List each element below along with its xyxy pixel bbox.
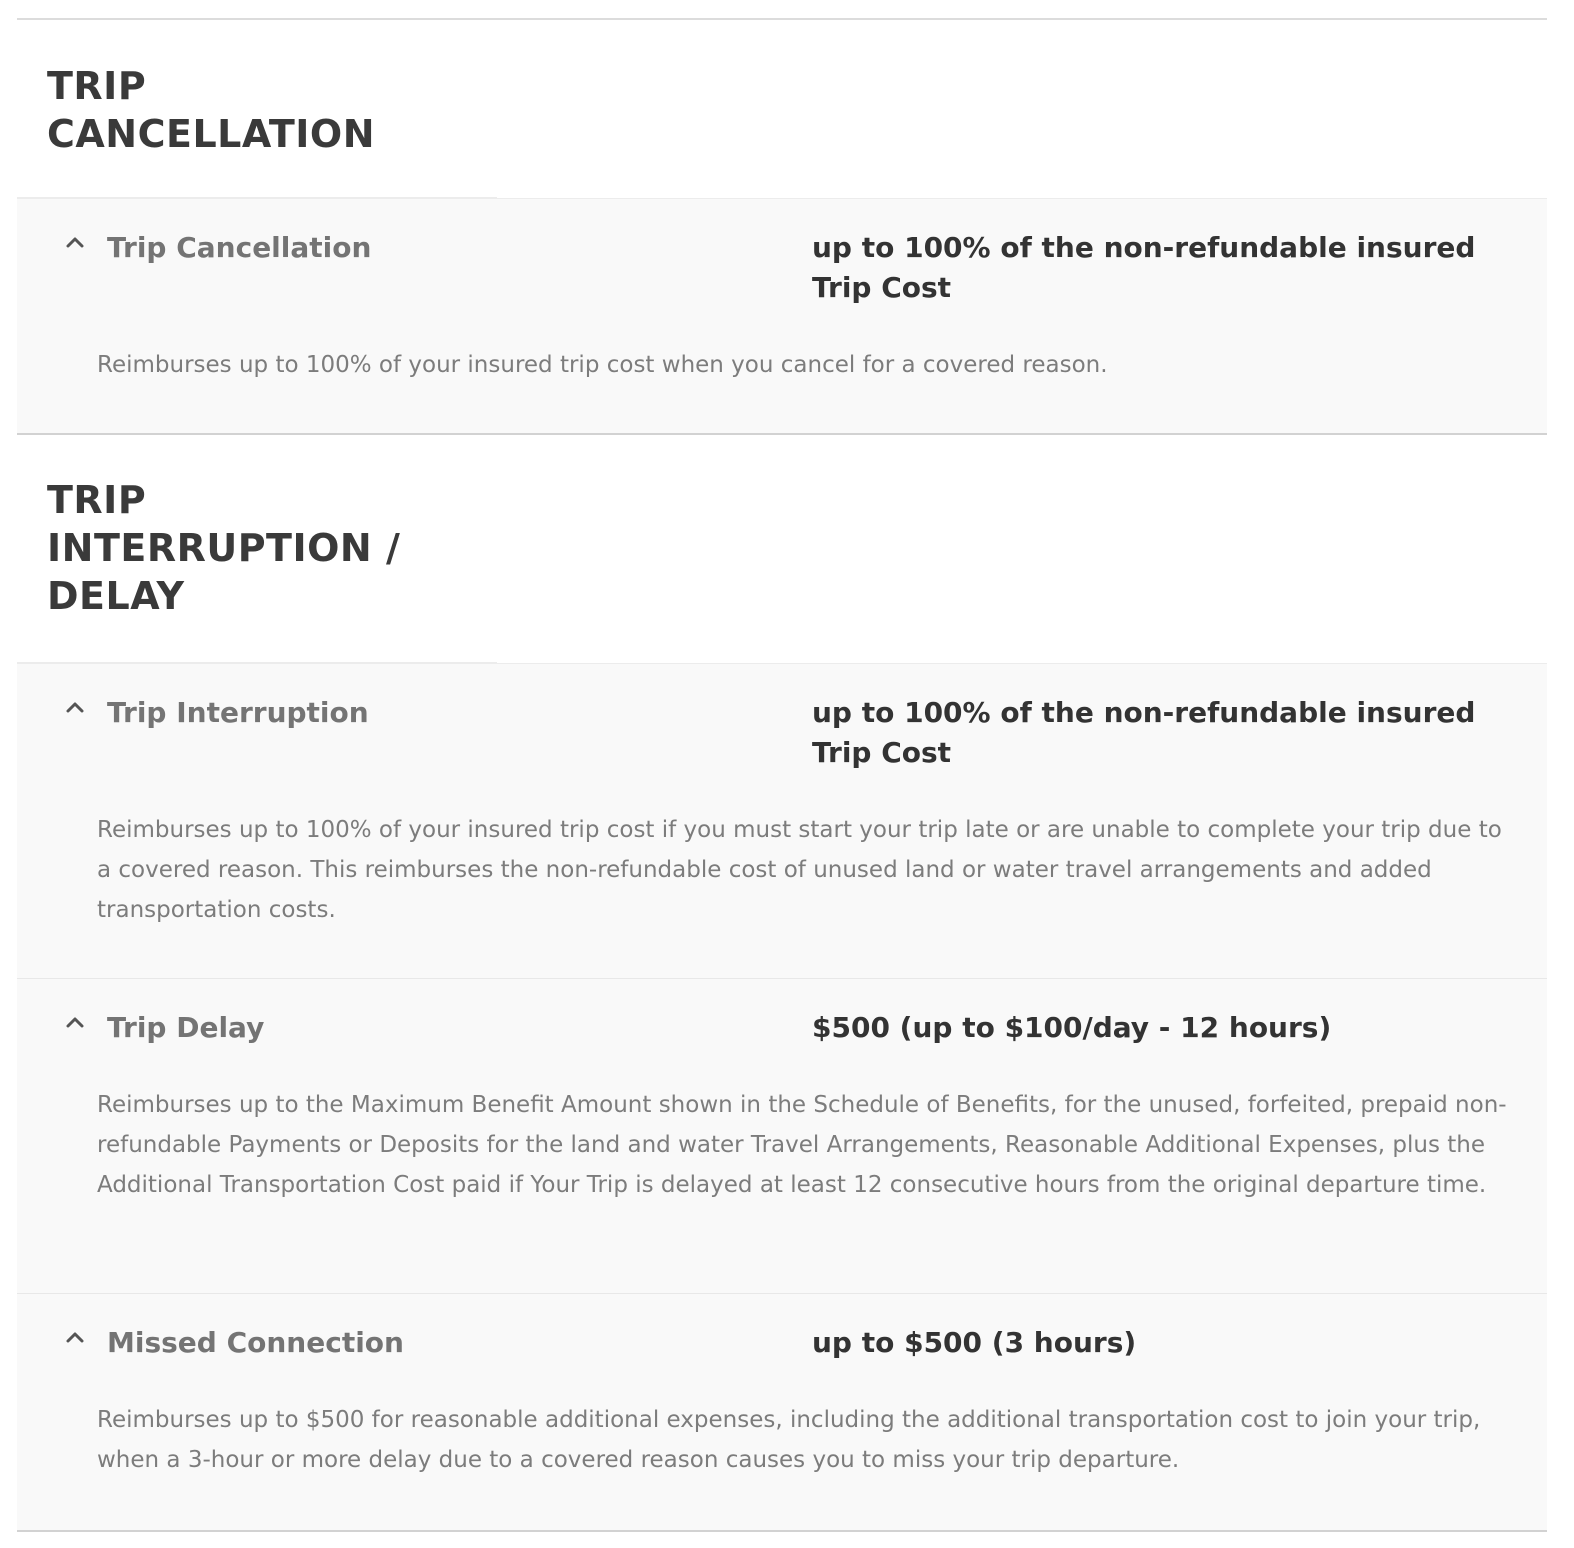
benefit-item-missed-connection bbox=[17, 1294, 1547, 1532]
section-heading bbox=[17, 20, 497, 198]
section-heading-line: CANCELLATION bbox=[47, 112, 375, 156]
benefit-value: up to 100% of the non-refundable insured Trip Cost bbox=[812, 231, 1476, 304]
benefit-header[interactable] bbox=[17, 664, 1547, 769]
chevron-up-icon[interactable] bbox=[65, 235, 85, 249]
chevron-up-icon[interactable] bbox=[65, 1330, 85, 1344]
chevron-up-icon[interactable] bbox=[65, 1015, 85, 1029]
section-heading-line: INTERRUPTION / bbox=[47, 526, 401, 570]
section-trip-interruption-delay bbox=[17, 435, 1547, 664]
benefit-title: Trip Delay bbox=[107, 1011, 265, 1044]
benefit-title: Trip Interruption bbox=[107, 696, 369, 729]
benefit-title: Missed Connection bbox=[107, 1326, 404, 1359]
benefit-item-trip-delay bbox=[17, 979, 1547, 1294]
benefit-value: $500 (up to $100/day - 12 hours) bbox=[812, 1011, 1332, 1044]
benefits-list bbox=[17, 18, 1547, 1532]
benefit-title: Trip Cancellation bbox=[107, 231, 372, 264]
section-trip-cancellation bbox=[17, 20, 1547, 199]
section-heading bbox=[17, 435, 497, 663]
section-heading-line: DELAY bbox=[47, 574, 185, 618]
benefit-value: up to $500 (3 hours) bbox=[812, 1326, 1137, 1359]
benefit-header[interactable] bbox=[17, 1294, 1547, 1394]
benefit-item-trip-cancellation bbox=[17, 199, 1547, 435]
chevron-up-icon[interactable] bbox=[65, 700, 85, 714]
section-heading-line: TRIP bbox=[47, 64, 147, 108]
benefit-description: Reimburses up to $500 for reasonable additional expenses, including the additional transportation cost to join your trip, when a 3-hour or more delay due to a covered reason causes you to miss your trip departure. bbox=[97, 1407, 1481, 1473]
benefit-header[interactable] bbox=[17, 979, 1547, 1079]
benefit-description: Reimburses up to 100% of your insured trip cost when you cancel for a covered reason. bbox=[97, 352, 1108, 378]
section-heading-line: TRIP bbox=[47, 478, 147, 522]
benefit-item-trip-interruption bbox=[17, 664, 1547, 979]
benefit-description: Reimburses up to 100% of your insured trip cost if you must start your trip late or are unable to complete your trip due to a covered reason. This reimburses the non-refundable cost of unused land or water travel arrangements and added transportation costs. bbox=[97, 817, 1502, 923]
benefit-header[interactable] bbox=[17, 199, 1547, 304]
benefit-value: up to 100% of the non-refundable insured Trip Cost bbox=[812, 696, 1476, 769]
benefit-description: Reimburses up to the Maximum Benefit Amount shown in the Schedule of Benefits, for the unused, forfeited, prepaid non-refundable Payments or Deposits for the land and water Travel Arrangements, Reasonable Additional Expenses, plus the Additional Transportation Cost paid if Your Trip is delayed at least 12 consecutive hours from the original departure time. bbox=[97, 1092, 1507, 1198]
